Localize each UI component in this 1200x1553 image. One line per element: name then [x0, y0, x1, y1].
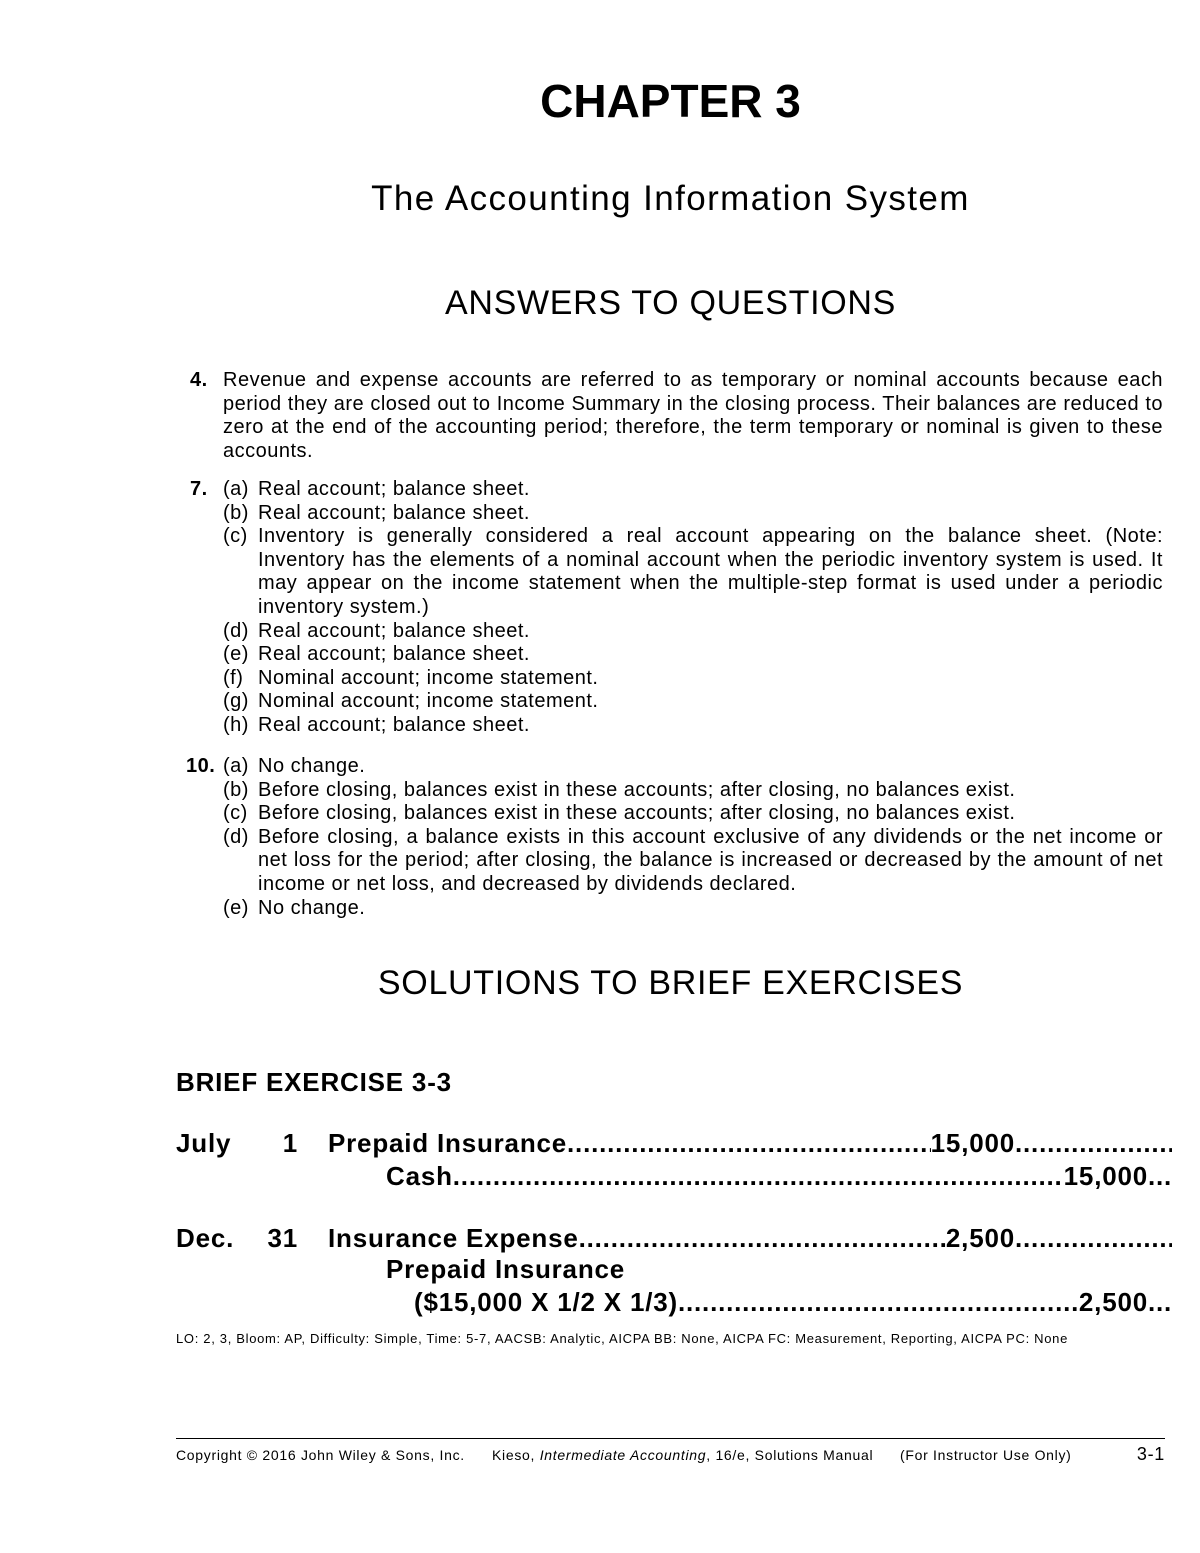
question-7-answer-list	[223, 478, 1163, 738]
footer-edition: , 16/e, Solutions Manual	[706, 1447, 874, 1463]
journal-entry-debit-line	[0, 1223, 1200, 1253]
account-name: Cash	[386, 1161, 453, 1191]
list-item	[223, 897, 1163, 921]
brief-exercise-title: BRIEF EXERCISE 3-3	[176, 1067, 452, 1097]
footer-divider	[176, 1438, 1165, 1439]
calculation-explanation: ($15,000 X 1/2 X 1/3)	[414, 1287, 678, 1317]
list-item	[223, 643, 1163, 667]
question-4-answer: Revenue and expense accounts are referred to as temporary or nominal accounts because each period they are closed out to Income Summary in the closing process. Their balances are reduced to zero at the end of the accounting period; therefore, the term temporary or nominal is given to these accounts.	[223, 369, 1163, 462]
leader-dots	[1148, 1161, 1172, 1191]
item-text: Nominal account; income statement.	[258, 690, 599, 713]
item-text: Before closing, balances exist in these accounts; after closing, no balances exist.	[258, 778, 1016, 801]
credit-row	[386, 1161, 1172, 1191]
entry-month: Dec.	[176, 1223, 235, 1253]
leader-dots	[567, 1128, 931, 1158]
question-number: 7.	[190, 478, 208, 500]
list-item	[223, 620, 1163, 644]
item-label: (d)	[223, 825, 249, 848]
list-item	[223, 802, 1163, 826]
debit-amount: 15,000	[930, 1128, 1015, 1158]
list-item	[223, 667, 1163, 691]
entry-day: 31	[267, 1223, 298, 1253]
item-label: (c)	[223, 525, 248, 548]
item-label: (c)	[223, 802, 248, 825]
list-item	[223, 714, 1163, 738]
list-item	[223, 690, 1163, 714]
item-text: No change.	[258, 896, 366, 919]
credit-row	[414, 1287, 1172, 1317]
item-label: (e)	[223, 896, 249, 919]
account-name: Insurance Expense	[328, 1223, 579, 1253]
journal-entry-credit-line	[0, 1287, 1200, 1317]
debit-row	[328, 1128, 1172, 1158]
item-label: (e)	[223, 643, 249, 666]
journal-entry-credit-account	[0, 1254, 1200, 1284]
journal-entry-credit-line	[0, 1161, 1200, 1191]
item-text: Real account; balance sheet.	[258, 713, 530, 736]
question-number: 4.	[190, 369, 208, 391]
item-text: Real account; balance sheet.	[258, 501, 530, 524]
item-label: (a)	[223, 478, 249, 500]
question-10-answer-list	[223, 755, 1163, 920]
item-label: (d)	[223, 619, 249, 642]
leader-dots	[1015, 1223, 1172, 1253]
leader-dots	[678, 1287, 1079, 1317]
entry-month: July	[176, 1128, 232, 1158]
item-label: (b)	[223, 501, 249, 524]
leader-dots	[1148, 1287, 1172, 1317]
credit-amount: 15,000	[1063, 1161, 1148, 1191]
footer-usage-note: (For Instructor Use Only)	[900, 1447, 1072, 1463]
account-name: Prepaid Insurance	[386, 1254, 626, 1284]
item-text: No change.	[258, 755, 366, 777]
list-item	[223, 826, 1163, 897]
question-number: 10.	[186, 755, 216, 777]
account-name: Prepaid Insurance	[328, 1128, 568, 1158]
solutions-heading: SOLUTIONS TO BRIEF EXERCISES	[377, 964, 964, 1002]
list-item	[223, 525, 1163, 619]
item-label: (g)	[223, 690, 249, 713]
footer-book-citation	[492, 1447, 873, 1464]
entry-day: 1	[282, 1128, 298, 1158]
learning-objectives-line: LO: 2, 3, Bloom: AP, Difficulty: Simple, Time: 5-7, AACSB: Analytic, AICPA BB: None, AICPA FC: Measurement, Reporting, AICPA PC: None	[176, 1331, 1068, 1346]
item-text: Real account; balance sheet.	[258, 643, 530, 666]
footer-book-title: Intermediate Accounting	[539, 1447, 707, 1463]
item-text: Real account; balance sheet.	[258, 619, 530, 642]
credit-amount: 2,500	[1078, 1287, 1148, 1317]
item-label: (b)	[223, 778, 249, 801]
list-item	[223, 502, 1163, 526]
chapter-title: The Accounting Information System	[371, 179, 970, 218]
item-text: Inventory is generally considered a real account appearing on the balance sheet. (Note: Inventory has the elements of a nominal account when the periodic inventory system is used. It may appear on the income statement when the multiple-step format is used under a periodic inventory system.)	[258, 525, 1163, 618]
list-item	[223, 478, 1163, 502]
item-text: Before closing, a balance exists in this account exclusive of any dividends or the net income or net loss for the period; after closing, the balance is increased or decreased by the amount of net income or net loss, and decreased by dividends declared.	[258, 825, 1163, 895]
debit-amount: 2,500	[945, 1223, 1015, 1253]
answers-heading: ANSWERS TO QUESTIONS	[444, 284, 897, 322]
list-item	[223, 755, 1163, 779]
footer-author: Kieso,	[492, 1447, 540, 1463]
leader-dots	[579, 1223, 946, 1253]
item-label: (h)	[223, 713, 249, 736]
item-text: Before closing, balances exist in these accounts; after closing, no balances exist.	[258, 802, 1016, 825]
page-number: 3-1	[1136, 1444, 1165, 1464]
item-text: Nominal account; income statement.	[258, 666, 599, 689]
leader-dots	[453, 1161, 1064, 1191]
item-label: (f)	[223, 666, 244, 689]
chapter-number: CHAPTER 3	[540, 75, 801, 127]
leader-dots	[1015, 1128, 1172, 1158]
footer-copyright: Copyright © 2016 John Wiley & Sons, Inc.	[176, 1447, 465, 1463]
list-item	[223, 779, 1163, 803]
debit-row	[328, 1223, 1172, 1253]
item-text: Real account; balance sheet.	[258, 478, 530, 500]
journal-entry-debit-line	[0, 1128, 1200, 1158]
item-label: (a)	[223, 755, 249, 777]
